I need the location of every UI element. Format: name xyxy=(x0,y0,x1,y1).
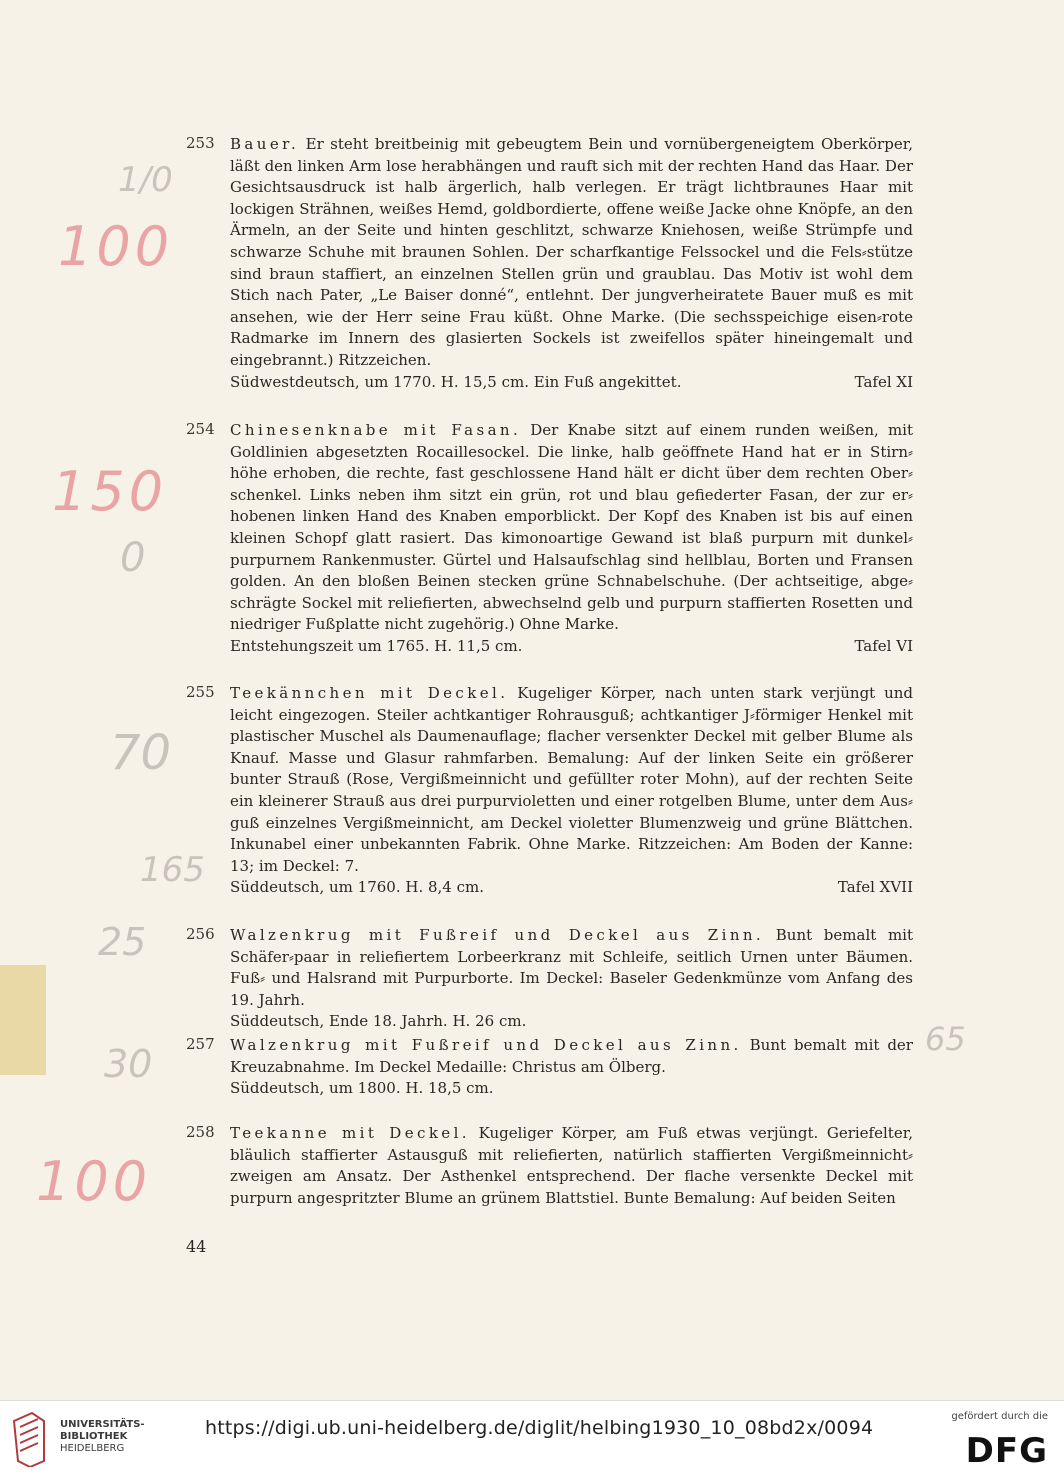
entry-number: 257 xyxy=(186,1035,215,1053)
pencil-annotation: 70 xyxy=(110,725,172,781)
entry-origin: Süddeutsch, um 1760. H. 8,4 cm. xyxy=(230,878,484,897)
catalog-entry-254 xyxy=(186,420,913,658)
entry-body: Der Knabe sitzt auf einem runden weißen, mit Goldlinien abgesetzten Rocaillesockel. Die linke, halb geöffnete Hand hat er in Stirn⸗höhe erhoben, die rechte, fast geschlossene Hand hält er dicht über dem rechten Ober⸗schenkel. Links neben ihm sitzt ein grün, rot und blau gefiederter Fasan, der zur er⸗hobenen linken Hand des Knaben emporblickt. Der Kopf des Knaben ist bis auf einen kleinen Schopf glatt rasiert. Das kimonoartige Gewand ist blaß purpurn mit dunkel⸗purpurnem Rankenmuster. Gürtel und Halsaufschlag sind hellblau, Borten und Fransen golden. An den bloßen Beinen stecken grüne Schnabelschuhe. (Der achtseitige, abge⸗schrägte Sockel mit reliefierten, abwechselnd gelb und purpurn staffierten Rosetten und niedriger Fußplatte nicht zugehörig.) Ohne Marke. xyxy=(230,421,913,634)
entry-title: Chinesenknabe mit Fasan. xyxy=(230,421,522,439)
pencil-annotation: 100 xyxy=(36,1150,152,1213)
entry-title: Teekanne mit Deckel. xyxy=(230,1124,470,1142)
pencil-annotation: 165 xyxy=(140,850,205,890)
entry-plate: Tafel XI xyxy=(854,372,913,391)
catalog-entry-256 xyxy=(186,925,913,1033)
entry-body: Bunt bemalt mit der Kreuzabnahme. Im Deckel Medaille: Christus am Ölberg. xyxy=(230,1036,913,1076)
pencil-annotation: 100 xyxy=(58,215,174,278)
entry-title: Walzenkrug mit Fußreif und Deckel aus Zinn. xyxy=(230,1036,742,1054)
entry-number: 253 xyxy=(186,134,215,152)
page-number: 44 xyxy=(186,1237,207,1256)
permalink-url[interactable]: https://digi.ub.uni-heidelberg.de/diglit/helbing1930_10_08bd2x/0094 xyxy=(205,1417,874,1439)
entry-plate: Tafel VI xyxy=(854,636,913,655)
pencil-annotation: 30 xyxy=(104,1042,153,1086)
dfg-logo: DFG xyxy=(965,1431,1048,1471)
pencil-annotation: 150 xyxy=(52,460,168,523)
pencil-annotation: 65 xyxy=(925,1020,966,1058)
entry-origin: Südwestdeutsch, um 1770. H. 15,5 cm. Ein Fuß angekittet. xyxy=(230,372,682,391)
entry-origin: Süddeutsch, um 1800. H. 18,5 cm. xyxy=(230,1079,494,1098)
entry-number: 255 xyxy=(186,683,215,701)
pencil-annotation: 0 xyxy=(120,535,146,581)
catalog-entry-257 xyxy=(186,1035,913,1100)
entry-plate: Tafel XVII xyxy=(837,878,913,897)
funding-note: gefördert durch die xyxy=(951,1411,1048,1422)
footer-bar xyxy=(0,1400,1064,1476)
entry-origin: Süddeutsch, Ende 18. Jahrh. H. 26 cm. xyxy=(230,1012,527,1031)
entry-body: Er steht breitbeinig mit gebeugtem Bein und vornübergeneigtem Oberkörper, läßt den linken Arm lose herabhängen und rauft sich mit der rechten Hand das Haar. Der Gesichtsausdruck ist halb ärgerlich, halb verlegen. Er trägt lichtbraunes Haar mit lockigen Strähnen, weißes Hemd, goldbordierte, offene weiße Jacke ohne Knöpfe, an den Ärmeln, an der Seite und hinten geschlitzt, schwarze Kniehosen, weiße Strümpfe und schwarze Schuhe mit braunen Sohlen. Der scharfkantige Felssockel und die Fels⸗stütze sind braun staffiert, an einzelnen Stellen grün und graublau. Das Motiv ist wohl dem Stich nach Pater, „Le Baiser donné“, entlehnt. Der jungverheiratete Bauer muß es mit ansehen, wie der Herr seine Frau küßt. Ohne Marke. (Die sechsspeichige eisen⸗rote Radmarke im Innern des glasierten Sockels ist zweifellos später hineingemalt und eingebrannt.) Ritzzeichen. xyxy=(230,135,913,369)
university-library-logo-icon xyxy=(10,1411,50,1467)
entry-number: 258 xyxy=(186,1123,215,1141)
library-name: UNIVERSITÄTS- BIBLIOTHEK HEIDELBERG xyxy=(60,1419,145,1454)
pencil-annotation: 25 xyxy=(98,920,147,964)
entry-title: Walzenkrug mit Fußreif und Deckel aus Zinn. xyxy=(230,926,765,944)
catalog-entry-255 xyxy=(186,683,913,899)
entry-body: Kugeliger Körper, nach unten stark verjüngt und leicht eingezogen. Steiler achtkantiger Rohrausguß; achtkantiger J⸗förmiger Henkel mit plastischer Muschel als Daumenauflage; flacher versenkter Deckel mit gelber Blume als Knauf. Masse und Glasur rahmfarben. Bemalung: Auf der linken Seite ein größerer bunter Strauß (Rose, Vergißmeinnicht und gefüllter roter Mohn), auf der rechten Seite ein kleinerer Strauß aus drei purpurvioletten und einer rotgelben Blume, unter dem Aus⸗guß einzelnes Vergißmeinnicht, am Deckel violetter Blumenzweig und grüne Blättchen. Inkunabel einer unbekannten Fabrik. Ohne Marke. Ritzzeichen: Am Boden der Kanne: 13; im Deckel: 7. xyxy=(230,684,914,875)
entry-number: 254 xyxy=(186,420,215,438)
entry-title: Teekännchen mit Deckel. xyxy=(230,684,509,702)
entry-body: Bunt bemalt mit Schäfer⸗paar in reliefiertem Lorbeerkranz mit Schleife, seitlich Urnen unter Bäumen. Fuß⸗ und Halsrand mit Purpurborte. Im Deckel: Baseler Gedenkmünze vom Anfang des 19. Jahrh. xyxy=(230,926,913,1009)
pencil-annotation: 1/0 xyxy=(118,160,173,200)
entry-body: Kugeliger Körper, am Fuß etwas verjüngt. Geriefelter, bläulich staffierter Astausguß mit reliefierten, natürlich staffierten Vergißmeinnicht⸗zweigen am Ansatz. Der Asthenkel entsprechend. Der flache versenkte Deckel mit purpurn angespritzter Blume an grünem Blattstiel. Bunte Bemalung: Auf beiden Seiten xyxy=(230,1124,913,1207)
entry-number: 256 xyxy=(186,925,215,943)
paper-stain xyxy=(0,965,46,1075)
catalog-entry-253 xyxy=(186,134,913,393)
entry-origin: Entstehungszeit um 1765. H. 11,5 cm. xyxy=(230,636,523,655)
entry-title: Bauer. xyxy=(230,135,300,153)
catalog-entry-258 xyxy=(186,1123,913,1209)
